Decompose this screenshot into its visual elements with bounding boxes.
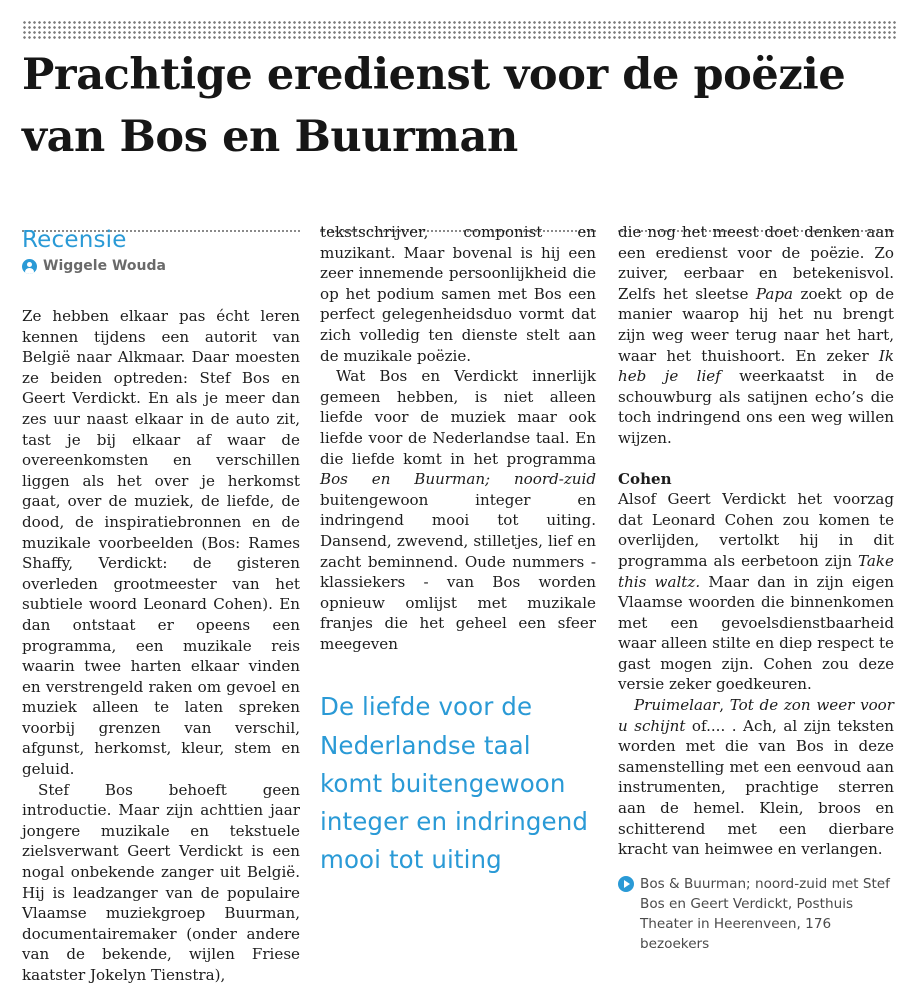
pull-quote: De liefde voor de Nederlandse taal komt buitengewoon integer en indringend mooi tot uiting [320,692,588,875]
song-title: Take this waltz. [618,551,894,591]
article-column-3 [618,222,894,954]
paragraph [618,695,894,860]
text-run: weerkaatst in de schouwburg als satijnen echo’s die toch indringend ons een weg willen wijzen. [618,367,894,447]
text-run: Alsof Geert Verdickt het voorzag dat Leonard Cohen zou komen te overlijden, vertolkt hij in dit programma als eerbetoon zijn [618,490,894,570]
text-run: die nog het meest doet denken aan een eredienst voor de poëzie. Zo zuiver, eerbaar en betekenisvol. Zelfs het sleetse [618,223,894,303]
subheading: Cohen [618,469,672,488]
play-icon [618,876,634,892]
column-1-body [22,306,300,986]
paragraph [320,366,596,654]
text-run: buitengewoon integer en indringend mooi tot uiting. Dansend, zwevend, stilletjes, lief en zacht beminnend. Oude nummers - klassiekers - van Bos worden opnieuw omlijst met muzikale franjes die het geheel een sfeer meegeven [320,490,596,653]
author-byline [22,256,300,276]
song-title: Pruimelaar [634,696,720,715]
section-kicker: Recensie [22,227,127,253]
paragraph: Stef Bos behoeft geen introductie. Maar zijn achttien jaar jongere muzikale en tekstuele zielsverwant Geert Verdickt is een nogal onbekende zanger uit België. Hij is leadzanger van de populaire Vlaamse muziekgroep Buurman, documentairemaker (onder andere van de bekende, wijlen Friese kaatster Jokelyn Tienstra), [22,780,300,984]
show-info [618,874,894,954]
paragraph: Ze hebben elkaar pas écht leren kennen tijdens een autorit van België naar Alkmaar. Daar moesten ze beiden optreden: Stef Bos en Geert Verdickt. En als je meer dan zes uur naast elkaar in de auto zit, tast je bij elkaar af waar de overeenkomsten en verschillen liggen als het over je herkomst gaat, over de muziek, de liefde, de dood, de inspiratiebronnen en de muzikale voorbeelden (Bos: Rames Shaffy, Verdickt: de gisteren overleden grootmeester van het subtiele woord Leonard Cohen). En dan ontstaat er opeens een programma, een muzikale reis waarin twee harten elkaar vinden en verstrengeld raken om gevoel en muziek alleen te laten spreken voorbij grenzen van verschil, afgunst, herkomst, kleur, stem en geluid. [22,307,300,779]
user-icon [22,259,37,274]
text-run: of.... . Ach, al zijn teksten worden met die van Bos in deze samenstelling met een eenvoud aan instrumenten, prachtige sterren aan de hemel. Klein, broos en schitterend met een dierbare kracht van heimwee en verlangen. [618,716,895,859]
song-title: Papa [755,284,794,303]
text-run: zoekt op de manier waarop hij het nu brengt zijn weg weer terug naar het hart, waar het thuishoort. En zeker [618,284,894,365]
song-title: Tot de zon weer voor u schijnt [618,696,894,735]
text-run: , [719,696,730,715]
paragraph [618,489,894,695]
article-column-2 [320,222,596,879]
article-column-1 [22,222,300,986]
top-dotted-border [22,20,898,40]
program-title: Bos en Buurman; noord-zuid [320,470,596,489]
author-name: Wiggele Wouda [43,258,166,274]
song-title: Ik heb je lief [618,346,894,386]
text-run: Maar dan in zijn eigen Vlaamse woorden die binnenkomen met een gevoelsdienstbaarheid waar alleen stilte en diep respect te gast mogen zijn. Cohen zou deze versie zeker goedkeuren. [618,572,894,694]
text-run: Wat Bos en Verdickt innerlijk gemeen hebben, is niet alleen liefde voor de muziek maar ook liefde voor de Nederlandse taal. En die liefde komt in het programma [320,367,596,468]
show-info-text: Bos & Buurman; noord-zuid met Stef Bos en Geert Verdickt, Posthuis Theater in Heerenveen, 176 bezoekers [640,875,890,952]
article-headline: Prachtige eredienst voor de poëzie van Bos en Buurman [22,50,846,162]
paragraph: tekstschrijver, componist en muzikant. Maar bovenal is hij een zeer innemende persoonlijkheid die op het podium samen met Bos een perfect gelegenheidsduo vormt dat zich volledig ten dienste stelt aan de muzikale poëzie. [320,223,596,365]
paragraph [618,222,894,449]
